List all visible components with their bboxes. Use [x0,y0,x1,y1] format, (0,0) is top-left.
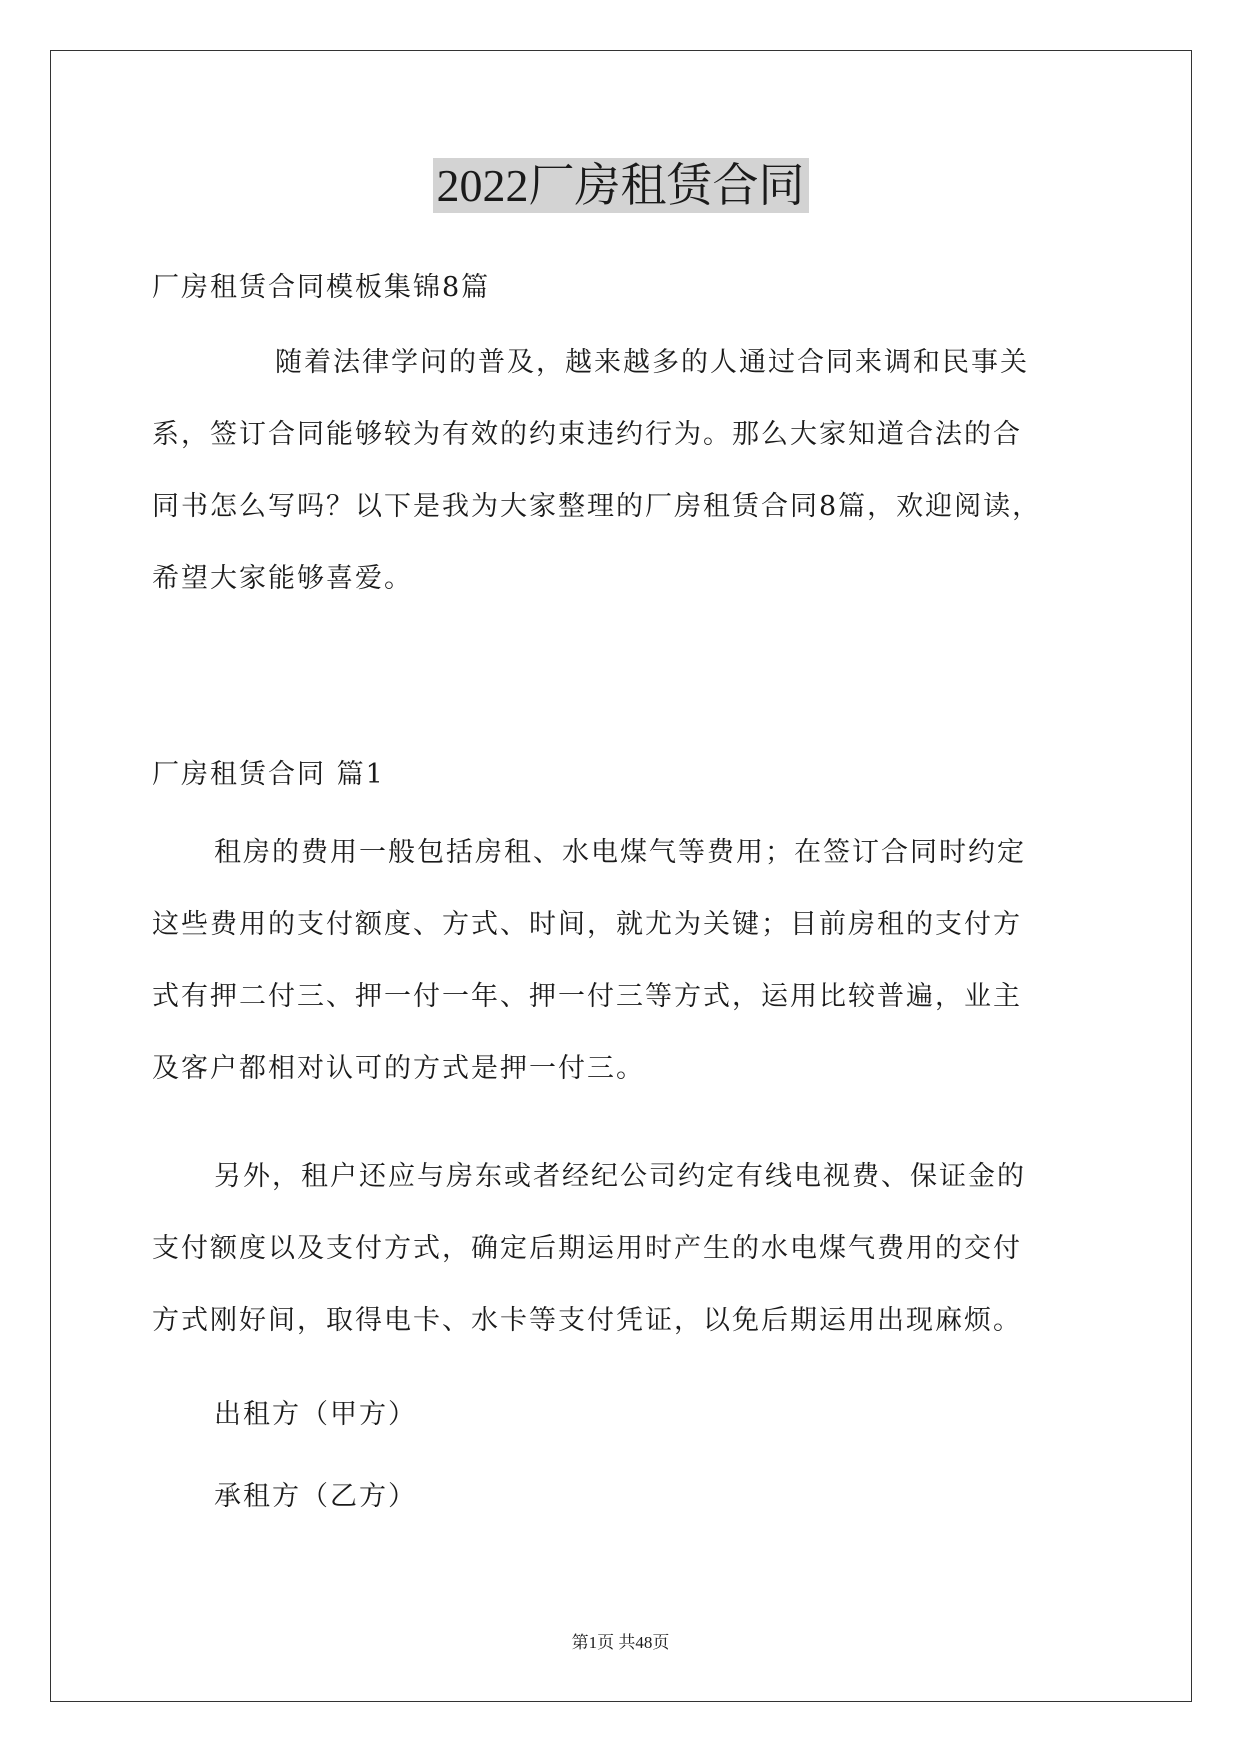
lessee-label: 承租方（乙方） [214,1481,417,1512]
intro-line-2: 系，签订合同能够较为有效的约束违约行为。那么大家知道合法的合 [152,419,1022,450]
lessor-label: 出租方（甲方） [214,1399,417,1430]
paragraph1-line-3: 式有押二付三、押一付一年、押一付三等方式，运用比较普遍，业主 [152,981,1022,1012]
paragraph1-line-1: 租房的费用一般包括房租、水电煤气等费用；在签订合同时约定 [214,837,1026,868]
page-footer: 第1页 共48页 [571,1633,670,1652]
paragraph1-line-2: 这些费用的支付额度、方式、时间，就尤为关键；目前房租的支付方 [152,909,1022,940]
document-title [0,158,1241,214]
document-title-text: 2022厂房租赁合同 [433,158,809,213]
paragraph2-line-2: 支付额度以及支付方式，确定后期运用时产生的水电煤气费用的交付 [152,1233,1022,1264]
document-subtitle: 厂房租赁合同模板集锦8篇 [152,272,491,303]
paragraph2-line-1: 另外，租户还应与房东或者经纪公司约定有线电视费、保证金的 [214,1161,1026,1192]
paragraph2-line-3: 方式刚好间，取得电卡、水卡等支付凭证，以免后期运用出现麻烦。 [152,1305,1022,1336]
paragraph1-line-4: 及客户都相对认可的方式是押一付三。 [152,1053,645,1084]
intro-line-4: 希望大家能够喜爱。 [152,563,413,594]
section-heading: 厂房租赁合同 篇1 [152,759,385,790]
intro-line-1: 随着法律学问的普及，越来越多的人通过合同来调和民事关 [275,347,1029,378]
intro-line-3: 同书怎么写吗？以下是我为大家整理的厂房租赁合同8篇，欢迎阅读， [152,491,1042,522]
